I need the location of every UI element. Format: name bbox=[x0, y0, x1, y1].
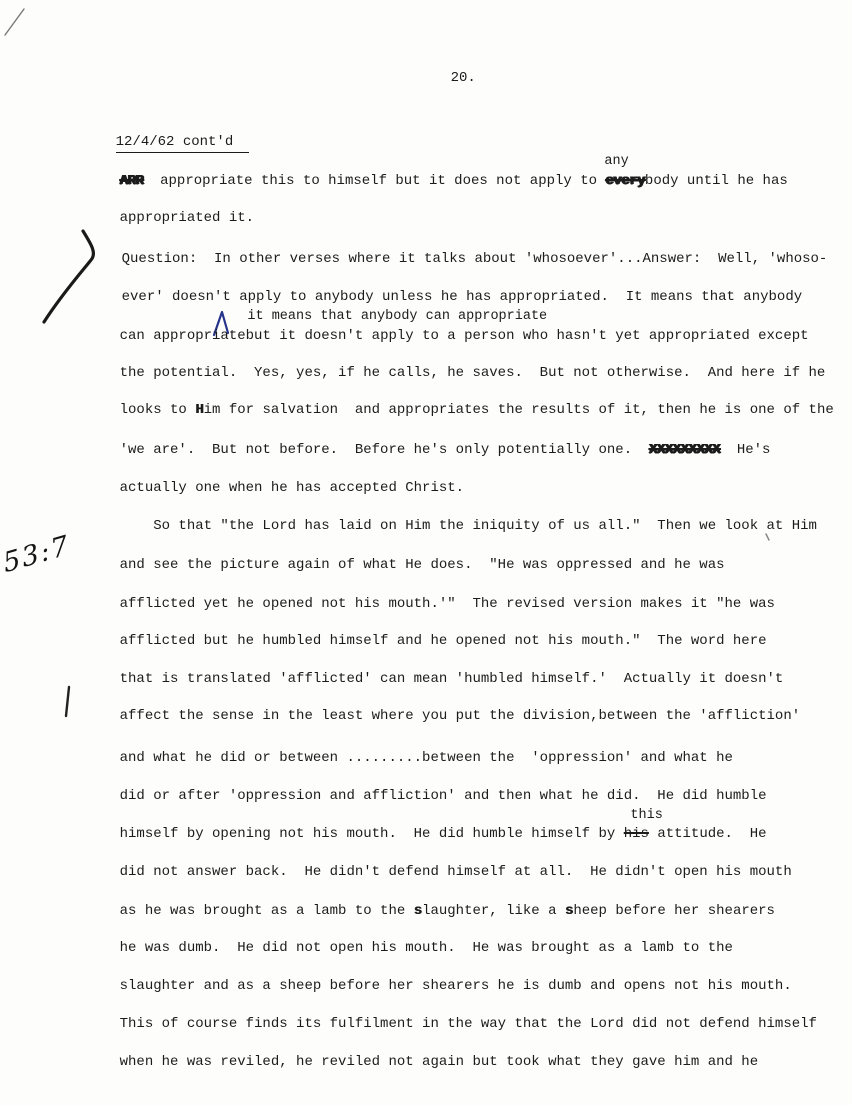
typed-line: as he was brought as a lamb to the slaughter, like a sheep before her shearers bbox=[119, 903, 775, 919]
typed-line: Question: In other verses where it talks about 'whosoever'...Answer: Well, 'whoso- bbox=[121, 251, 828, 267]
typed-line: himself by opening not his mouth. He did humble himself by his attitude. He bbox=[119, 826, 767, 842]
typed-line: affect the sense in the least where you put the division,between the 'affliction' bbox=[119, 708, 801, 724]
overtyped-letter: s bbox=[564, 903, 574, 919]
typed-line: afflicted but he humbled himself and he opened not his mouth." The word here bbox=[119, 633, 767, 649]
overtyped-letter: H bbox=[195, 402, 204, 418]
typed-line: 'we are'. But not before. Before he's only potentially one. XXXXXXXXX He's bbox=[119, 442, 771, 458]
typed-line: and what he did or between .........between the 'oppression' and what he bbox=[119, 750, 733, 766]
typed-line: ARR appropriate this to himself but it does not apply to everybody until he has bbox=[119, 173, 788, 189]
typed-insert-line: it means that anybody can appropriate bbox=[247, 309, 548, 324]
page-number: 20. bbox=[450, 70, 476, 86]
typed-line: that is translated 'afflicted' can mean 'humbled himself.' Actually it doesn't bbox=[119, 671, 784, 687]
corner-stray-mark-icon bbox=[5, 9, 24, 35]
typed-line: ever' doesn't apply to anybody unless he has appropriated. It means that anybody bbox=[121, 289, 803, 305]
margin-scripture-ref bbox=[0, 529, 92, 580]
typed-line: actually one when he has accepted Christ. bbox=[119, 480, 465, 496]
struck-word: his bbox=[623, 826, 649, 842]
typed-line: appropriated it. bbox=[119, 210, 255, 226]
typed-line: afflicted yet he opened not his mouth.'" The revised version makes it "he was bbox=[119, 596, 775, 612]
overtyped-letter: s bbox=[413, 903, 423, 919]
typed-line: and see the picture again of what He does. "He was oppressed and he was bbox=[119, 557, 725, 573]
overtyped-deletion: every bbox=[605, 173, 645, 189]
typed-line: he was dumb. He did not open his mouth. He was brought as a lamb to the bbox=[119, 940, 733, 956]
date-heading: 12/4/62 cont'd bbox=[82, 112, 249, 172]
typed-line: can appropriatebut it doesn't apply to a person who hasn't yet appropriated except bbox=[119, 328, 809, 344]
typed-line: did not answer back. He didn't defend himself at all. He didn't open his mouth bbox=[119, 864, 792, 880]
typed-line: when he was reviled, he reviled not again but took what they gave him and he bbox=[119, 1054, 759, 1070]
typed-insert-this: this bbox=[630, 808, 663, 823]
typed-line: So that "the Lord has laid on Him the iniquity of us all." Then we look at Him bbox=[119, 518, 817, 534]
typed-line: looks to Him for salvation and appropriates the results of it, then he is one of the bbox=[119, 402, 834, 418]
typed-insert-any: any bbox=[604, 154, 629, 169]
typed-line: did or after 'oppression and affliction' and then what he did. He did humble bbox=[119, 788, 767, 804]
overtyped-deletion: ARR bbox=[119, 173, 144, 189]
scripture-ref-text: 53:7 bbox=[0, 529, 73, 580]
overtyped-deletion: XXXXXXXXX bbox=[648, 442, 721, 458]
typed-line: slaughter and as a sheep before her shearers he is dumb and opens not his mouth. bbox=[119, 978, 792, 994]
margin-tick-icon bbox=[66, 687, 69, 716]
typed-line: This of course finds its fulfilment in the way that the Lord did not defend himself bbox=[119, 1016, 817, 1032]
typed-line: the potential. Yes, yes, if he calls, he saves. But not otherwise. And here if he bbox=[119, 365, 826, 381]
